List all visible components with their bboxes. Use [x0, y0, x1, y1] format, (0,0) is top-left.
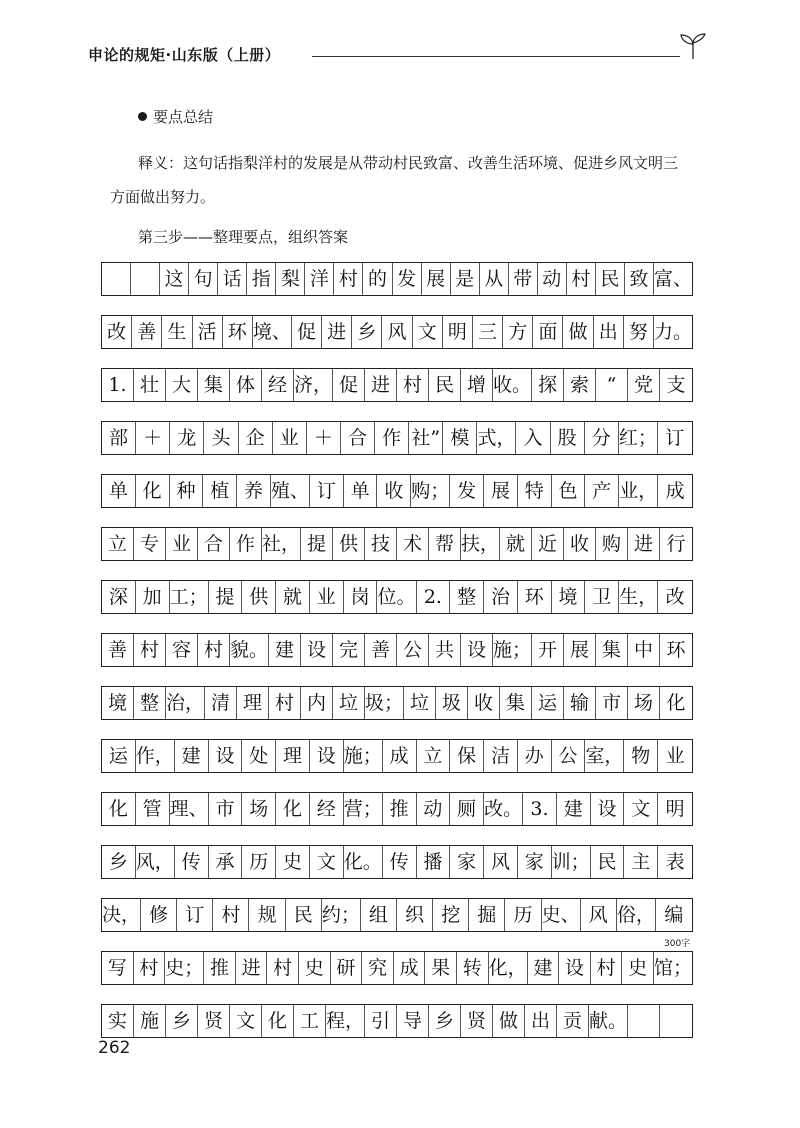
grid-cell: 改。 — [484, 793, 523, 825]
grid-cell: 规 — [249, 899, 285, 931]
grid-cell: 企 — [239, 422, 273, 454]
grid-cell: 究 — [362, 952, 394, 984]
grid-cell: 发 — [393, 263, 422, 295]
grid-cell: 促 — [333, 369, 365, 401]
grid-row — [101, 315, 693, 349]
grid-cell: 民 — [596, 263, 625, 295]
grid-cell: 立 — [102, 528, 134, 560]
grid-cell: 民 — [286, 899, 322, 931]
grid-cell: 增 — [461, 369, 493, 401]
grid-cell: 村 — [198, 634, 230, 666]
grid-cell: 设 — [310, 740, 344, 772]
grid-cell: 贤 — [461, 1005, 493, 1037]
grid-cell: 成 — [383, 740, 417, 772]
grid-cell: 容 — [166, 634, 198, 666]
grid-cell: 化 — [276, 793, 310, 825]
grid-cell: 式， — [477, 422, 516, 454]
grid-cell: 出 — [594, 316, 624, 348]
grid-cell — [102, 263, 131, 295]
grid-cell: 龙 — [170, 422, 204, 454]
grid-cell: 股 — [551, 422, 585, 454]
grid-cell: 室， — [585, 740, 624, 772]
grid-cell: 近 — [532, 528, 564, 560]
grid-cell: 力。 — [653, 320, 692, 343]
grid-cell: 明 — [665, 797, 685, 820]
grid-cell: 善 — [132, 316, 162, 348]
grid-cell: 民 — [591, 846, 625, 878]
grid-cell: 订 — [177, 899, 213, 931]
grid-cell: 作 — [375, 422, 409, 454]
grid-cell: 家 — [450, 846, 484, 878]
grid-cell: 业 — [310, 581, 344, 613]
grid-cell: 洋 — [305, 263, 334, 295]
grid-cell: 支 — [666, 373, 686, 396]
grid-cell: 村 — [269, 687, 301, 719]
grid-cell: 体 — [230, 369, 262, 401]
grid-cell: 是 — [451, 263, 480, 295]
grid-cell: 建 — [528, 952, 560, 984]
grid-cell: 村 — [134, 952, 166, 984]
grid-cell: 化 — [262, 1005, 294, 1037]
grid-cell: 导 — [397, 1005, 429, 1037]
grid-row — [101, 474, 693, 508]
grid-cell: 技 — [365, 528, 397, 560]
grid-cell: 播 — [417, 846, 451, 878]
grid-cell: 发 — [450, 475, 484, 507]
grid-row — [101, 1004, 693, 1038]
grid-cell: 表 — [665, 850, 685, 873]
grid-cell: 订 — [665, 426, 685, 449]
grid-cell: 整 — [450, 581, 484, 613]
grid-cell: 善 — [365, 634, 397, 666]
grid-cell: 洁 — [484, 740, 518, 772]
grid-cell: 建 — [269, 634, 301, 666]
grid-cell: 分 — [585, 422, 619, 454]
grid-cell: 设 — [209, 740, 243, 772]
grid-cell: 殖、 — [271, 475, 310, 507]
grid-cell: ＋ — [307, 422, 341, 454]
grid-cell: 村 — [267, 952, 299, 984]
grid-cell: 作 — [230, 528, 262, 560]
grid-cell: 改 — [102, 316, 132, 348]
grid-cell: 化 — [102, 793, 136, 825]
grid-cell: 公 — [397, 634, 429, 666]
grid-row — [101, 421, 693, 455]
grid-cell: 工； — [170, 581, 209, 613]
grid-cell: 这 — [160, 263, 189, 295]
grid-cell: 村 — [134, 634, 166, 666]
grid-cell: 的 — [363, 263, 392, 295]
grid-cell: 养 — [237, 475, 271, 507]
grid-cell: 市 — [596, 687, 628, 719]
grid-cell: 清 — [205, 687, 237, 719]
grid-cell — [628, 1005, 660, 1037]
grid-cell: 风 — [382, 316, 412, 348]
grid-cell: 业， — [619, 475, 658, 507]
grid-cell: 环 — [223, 316, 253, 348]
grid-cell: 经 — [262, 369, 294, 401]
grid-cell: 提 — [209, 581, 243, 613]
grid-cell: 圾； — [365, 687, 404, 719]
grid-cell: 集 — [500, 687, 532, 719]
grid-cell: 编 — [664, 903, 684, 926]
grid-cell: 史 — [622, 952, 654, 984]
grid-cell: 善 — [102, 634, 134, 666]
grid-cell: 扶， — [461, 528, 500, 560]
grid-cell: 设 — [461, 634, 493, 666]
grid-cell: 种 — [170, 475, 204, 507]
grid-cell: 化。 — [344, 846, 383, 878]
grid-cell: 运 — [102, 740, 136, 772]
grid-cell: 产 — [585, 475, 619, 507]
grid-cell: 动 — [538, 263, 567, 295]
grid-cell: 提 — [301, 528, 333, 560]
grid-row — [101, 686, 693, 720]
grid-cell: 富、 — [653, 267, 692, 290]
grid-cell: 进 — [365, 369, 397, 401]
grid-cell: 营； — [344, 793, 383, 825]
grid-cell: 境 — [102, 687, 134, 719]
grid-cell: 入 — [516, 422, 550, 454]
grid-cell: 立 — [417, 740, 451, 772]
grid-cell: 共 — [429, 634, 461, 666]
grid-cell: 研 — [331, 952, 363, 984]
grid-cell — [660, 1005, 692, 1037]
grid-cell: 保 — [450, 740, 484, 772]
grid-cell: 位。 — [377, 581, 416, 613]
grid-cell: 展 — [484, 475, 518, 507]
grid-cell: 乡 — [429, 1005, 461, 1037]
grid-cell: 理 — [237, 687, 269, 719]
grid-cell: 文 — [413, 316, 443, 348]
grid-cell: 壮 — [134, 369, 166, 401]
grid-cell: 2. — [417, 581, 451, 613]
grid-cell: “ — [596, 369, 628, 401]
grid-cell: 村 — [397, 369, 429, 401]
grid-cell: 收 — [564, 528, 596, 560]
grid-cell: 施； — [493, 634, 532, 666]
grid-cell: 环 — [518, 581, 552, 613]
grid-cell: 索 — [564, 369, 596, 401]
grid-cell: 成 — [665, 479, 685, 502]
grid-cell: 挖 — [433, 899, 469, 931]
grid-cell: 明 — [443, 316, 473, 348]
grid-cell: 化 — [666, 691, 686, 714]
grid-cell: 管 — [136, 793, 170, 825]
grid-cell: 订 — [310, 475, 344, 507]
grid-cell: 三 — [473, 316, 503, 348]
grid-cell: 收。 — [493, 369, 532, 401]
grid-cell: 输 — [564, 687, 596, 719]
grid-cell: 色 — [552, 475, 586, 507]
grid-cell: 购 — [596, 528, 628, 560]
grid-cell: 建 — [175, 740, 209, 772]
grid-cell: 垃 — [404, 687, 436, 719]
grid-cell: 展 — [564, 634, 596, 666]
bullet-icon — [138, 112, 147, 121]
grid-cell: 就 — [500, 528, 532, 560]
grid-cell: 集 — [198, 369, 230, 401]
grid-cell: 带 — [509, 263, 538, 295]
grid-cell: 决， — [102, 899, 141, 931]
grid-cell: 单 — [344, 475, 378, 507]
grid-cell: 专 — [134, 528, 166, 560]
grid-cell: 历 — [242, 846, 276, 878]
grid-cell: 组 — [361, 899, 397, 931]
grid-cell: 承 — [209, 846, 243, 878]
grid-cell: 业 — [166, 528, 198, 560]
grid-cell: 帮 — [429, 528, 461, 560]
book-title: 申论的规矩·山东版（上册） — [88, 46, 281, 64]
grid-cell: 探 — [532, 369, 564, 401]
grid-cell: 设 — [301, 634, 333, 666]
header-divider — [312, 56, 680, 57]
grid-row — [101, 792, 693, 826]
grid-cell: 传 — [175, 846, 209, 878]
grid-cell: 推 — [204, 952, 236, 984]
grid-row — [101, 845, 693, 879]
grid-cell: 公 — [552, 740, 586, 772]
grid-cell: 施 — [134, 1005, 166, 1037]
grid-cell: 红； — [619, 422, 658, 454]
grid-cell: 动 — [417, 793, 451, 825]
grid-cell: 引 — [365, 1005, 397, 1037]
grid-cell: 指 — [247, 263, 276, 295]
grid-cell: 设 — [591, 793, 625, 825]
grid-cell: 风， — [136, 846, 175, 878]
grid-cell: 果 — [425, 952, 457, 984]
grid-cell: 岗 — [344, 581, 378, 613]
grid-cell: 献。 — [589, 1005, 628, 1037]
grid-cell: 做 — [563, 316, 593, 348]
grid-cell: 进 — [236, 952, 268, 984]
answer-grid — [101, 262, 693, 1057]
grid-cell: 方 — [503, 316, 533, 348]
grid-row — [101, 951, 693, 985]
grid-cell: 乡 — [166, 1005, 198, 1037]
grid-cell: ＋ — [136, 422, 170, 454]
grid-cell: 理 — [276, 740, 310, 772]
grid-cell: 设 — [559, 952, 591, 984]
grid-cell: 加 — [136, 581, 170, 613]
grid-cell: 办 — [518, 740, 552, 772]
grid-cell: 单 — [102, 475, 136, 507]
grid-cell: 施； — [344, 740, 383, 772]
grid-cell: 供 — [333, 528, 365, 560]
grid-cell: 内 — [301, 687, 333, 719]
grid-cell: 写 — [102, 952, 134, 984]
grid-cell: 大 — [166, 369, 198, 401]
grid-cell: 成 — [394, 952, 426, 984]
grid-cell: 进 — [322, 316, 352, 348]
grid-cell: 卫 — [585, 581, 619, 613]
grid-row — [101, 633, 693, 667]
grid-cell: 进 — [628, 528, 660, 560]
grid-cell: 历 — [505, 899, 541, 931]
grid-cell: 治 — [484, 581, 518, 613]
grid-cell: 转 — [457, 952, 489, 984]
section-heading-text: 要点总结 — [153, 108, 214, 126]
grid-cell: 合 — [341, 422, 375, 454]
grid-cell: 村 — [334, 263, 363, 295]
grid-cell: 开 — [532, 634, 564, 666]
grid-cell: 文 — [624, 793, 658, 825]
grid-cell: 民 — [429, 369, 461, 401]
grid-cell: 工 — [294, 1005, 326, 1037]
grid-cell: 党 — [628, 369, 660, 401]
grid-cell: 业 — [273, 422, 307, 454]
grid-cell: 特 — [518, 475, 552, 507]
grid-cell: 深 — [102, 581, 136, 613]
grid-cell: 境、 — [253, 316, 292, 348]
grid-cell: 市 — [209, 793, 243, 825]
grid-cell: 村 — [591, 952, 623, 984]
sprout-icon — [678, 32, 708, 60]
grid-cell: 收 — [468, 687, 500, 719]
grid-cell: 圾 — [436, 687, 468, 719]
grid-cell: 贤 — [198, 1005, 230, 1037]
grid-cell: 中 — [628, 634, 660, 666]
grid-cell: 厕 — [450, 793, 484, 825]
grid-cell: 行 — [666, 532, 686, 555]
grid-cell: 家 — [518, 846, 552, 878]
grid-cell: 收 — [377, 475, 411, 507]
section-heading — [138, 106, 213, 127]
grid-cell: 境 — [552, 581, 586, 613]
grid-cell — [131, 263, 160, 295]
grid-cell: 村 — [567, 263, 596, 295]
step-heading: 第三步——整理要点，组织答案 — [138, 228, 349, 246]
grid-cell: 购； — [411, 475, 450, 507]
grid-cell: 出 — [525, 1005, 557, 1037]
grid-cell: 业 — [665, 744, 685, 767]
grid-cell: 貌。 — [230, 634, 269, 666]
grid-row — [101, 898, 693, 932]
grid-cell: 模 — [443, 422, 477, 454]
grid-cell: 主 — [624, 846, 658, 878]
grid-cell: 化， — [489, 952, 528, 984]
grid-cell: 风 — [484, 846, 518, 878]
grid-cell: 合 — [198, 528, 230, 560]
grid-cell: 文 — [230, 1005, 262, 1037]
grid-cell: 促 — [292, 316, 322, 348]
grid-cell: 经 — [310, 793, 344, 825]
grid-cell: 化 — [136, 475, 170, 507]
grid-cell: 理、 — [170, 793, 209, 825]
grid-cell: 1. — [102, 369, 134, 401]
grid-cell: 改 — [665, 585, 685, 608]
grid-cell: 努 — [624, 316, 654, 348]
grid-cell: 句 — [189, 263, 218, 295]
grid-row — [101, 739, 693, 773]
grid-cell: 整 — [134, 687, 166, 719]
grid-cell: 史； — [165, 952, 204, 984]
grid-cell: 作， — [136, 740, 175, 772]
grid-cell: 史 — [276, 846, 310, 878]
grid-cell: 史 — [299, 952, 331, 984]
grid-row — [101, 527, 693, 561]
grid-cell: 训； — [552, 846, 591, 878]
grid-cell: 部 — [102, 422, 136, 454]
grid-cell: 展 — [422, 263, 451, 295]
grid-cell: 梨 — [276, 263, 305, 295]
grid-cell: 传 — [383, 846, 417, 878]
grid-cell: 垃 — [333, 687, 365, 719]
grid-cell: 运 — [532, 687, 564, 719]
grid-cell: 实 — [102, 1005, 134, 1037]
explanation-paragraph: 释义：这句话指梨洋村的发展是从带动村民致富、改善生活环境、促进乡风文明三方面做出努力。 — [110, 154, 679, 206]
grid-cell: 就 — [276, 581, 310, 613]
grid-cell: 村 — [213, 899, 249, 931]
grid-cell: 生， — [619, 581, 658, 613]
grid-cell: 织 — [397, 899, 433, 931]
grid-cell: 乡 — [352, 316, 382, 348]
grid-row — [101, 368, 693, 402]
grid-cell: 史、 — [542, 899, 581, 931]
grid-cell: 处 — [242, 740, 276, 772]
grid-cell: 乡 — [102, 846, 136, 878]
grid-cell: 3. — [523, 793, 557, 825]
grid-cell: 俗， — [617, 899, 656, 931]
word-count-label: 300字 — [664, 939, 691, 949]
grid-row — [101, 262, 693, 296]
grid-cell: 场 — [628, 687, 660, 719]
grid-cell: 济， — [294, 369, 333, 401]
grid-cell: 活 — [193, 316, 223, 348]
grid-cell: 供 — [242, 581, 276, 613]
grid-cell: 环 — [666, 638, 686, 661]
grid-cell: 贡 — [557, 1005, 589, 1037]
grid-cell: 做 — [493, 1005, 525, 1037]
grid-cell: 面 — [533, 316, 563, 348]
grid-cell: 修 — [141, 899, 177, 931]
grid-cell: 建 — [557, 793, 591, 825]
grid-cell: 话 — [218, 263, 247, 295]
grid-cell: 文 — [310, 846, 344, 878]
grid-cell: 头 — [204, 422, 238, 454]
grid-cell: 社， — [262, 528, 301, 560]
grid-cell: 馆； — [653, 956, 692, 979]
grid-cell: 集 — [596, 634, 628, 666]
grid-row — [101, 580, 693, 614]
page-number: 262 — [98, 1038, 131, 1058]
grid-cell: 术 — [397, 528, 429, 560]
grid-cell: 推 — [383, 793, 417, 825]
grid-cell: 掘 — [469, 899, 505, 931]
grid-cell: 完 — [333, 634, 365, 666]
grid-cell: 物 — [624, 740, 658, 772]
grid-cell: 植 — [203, 475, 237, 507]
grid-cell: 致 — [625, 263, 654, 295]
grid-cell: 生 — [162, 316, 192, 348]
grid-cell: 程， — [326, 1005, 365, 1037]
grid-cell: 场 — [242, 793, 276, 825]
grid-cell: 治， — [166, 687, 205, 719]
grid-cell: 从 — [480, 263, 509, 295]
grid-cell: 社” — [409, 422, 443, 454]
grid-cell: 约； — [322, 899, 361, 931]
grid-cell: 风 — [581, 899, 617, 931]
